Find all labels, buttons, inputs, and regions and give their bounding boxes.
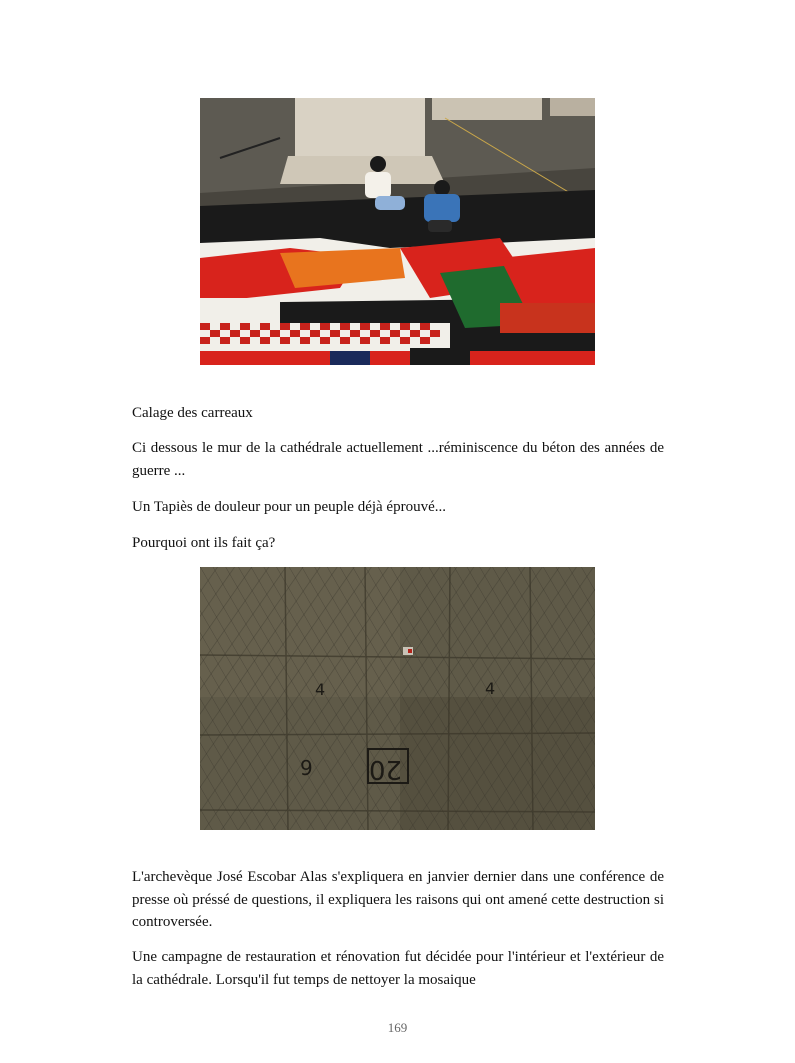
wall-number-2: 4 [485,679,496,698]
wall-number-4: 9 [300,756,313,780]
page-number: 169 [387,1020,408,1035]
wall-number-1: 4 [315,680,326,699]
photo-caption: Calage des carreaux [132,405,253,421]
mosaic-tiling-image [200,98,595,365]
mosaic-tiling-photo [200,98,595,365]
wall-number-3: 20 [368,754,402,784]
paragraph-tapies: Un Tapiès de douleur pour un peuple déjà éprouvé... [132,499,446,515]
paragraph-campaign: Une campagne de restauration et rénovation fut décidée pour l'intérieur et l'extérieur de la cathédrale. Lorsqu'il fut temps de nettoyer la mosaique [132,949,664,988]
paragraph-wall: Ci dessous le mur de la cathédrale actuellement ...réminiscence du béton des années de guerre ... [132,440,664,479]
paragraph-archbishop: L'archevèque José Escobar Alas s'expliquera en janvier dernier dans une conférence de presse où préssé de questions, il expliquera les raisons qui ont amené cette destruction si controversée. [132,869,664,930]
paragraph-question: Pourquoi ont ils fait ça? [132,535,276,551]
cathedral-wall-image [200,567,595,830]
cathedral-wall-photo [200,567,595,830]
